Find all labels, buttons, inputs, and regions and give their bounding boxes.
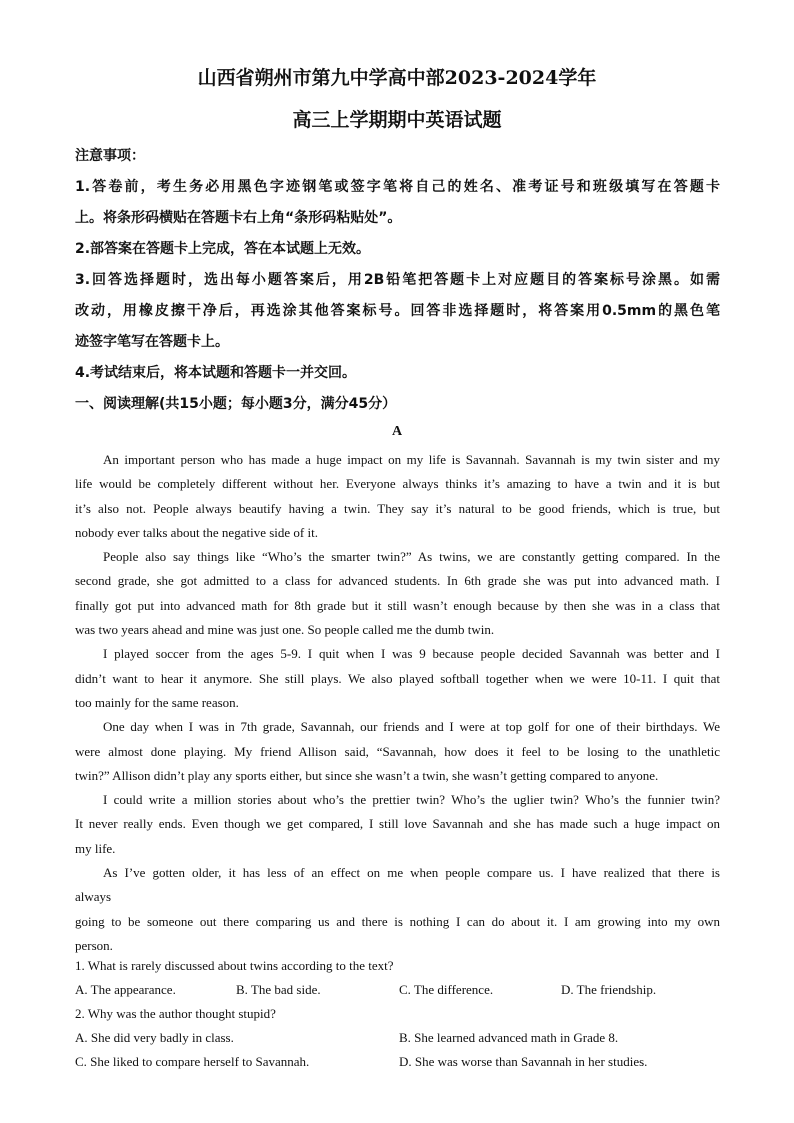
passage-line: It never really ends. Even though we get compared, I still love Savannah and she has made such a huge impact on bbox=[75, 816, 720, 832]
passage-line: always bbox=[75, 889, 112, 905]
passage-line: As I’ve gotten older, it has less of an effect on me when people compare us. I have realized that there is bbox=[103, 865, 720, 881]
passage-line: was two years ahead and mine was just one. So people called me the dumb twin. bbox=[75, 622, 495, 638]
question-2-option-d: D. She was worse than Savannah in her studies. bbox=[399, 1054, 648, 1069]
question-1-option-b: B. The bad side. bbox=[236, 982, 321, 997]
passage-line: second grade, she got admitted to a class for advanced students. In 6th grade she was put into advanced math. I bbox=[75, 573, 720, 589]
note-item-4: 4.考试结束后，将本试题和答题卡一并交回。 bbox=[75, 365, 357, 381]
passage-line: finally got put into advanced math for 8th grade but it still wasn’t enough because by then she was in a class that bbox=[75, 597, 720, 613]
passage-line: it’s also not. People always beautify having a twin. They say it’s natural to be good friends, which is true, but bbox=[75, 500, 720, 516]
question-2-stem: 2. Why was the author thought stupid? bbox=[75, 1006, 276, 1021]
question-2-option-c: C. She liked to compare herself to Savannah. bbox=[75, 1054, 310, 1069]
passage-line: going to be someone out there comparing us and there is nothing I can do about it. I am growing into my own bbox=[75, 913, 720, 929]
note-item-1-line2: 上。将条形码横贴在答题卡右上角“条形码粘贴处”。 bbox=[75, 210, 402, 226]
section-heading: 一、阅读理解(共15小题；每小题3分，满分45分） bbox=[75, 396, 397, 412]
note-item-2: 2.部答案在答题卡上完成，答在本试题上无效。 bbox=[75, 241, 371, 257]
question-1-option-c: C. The difference. bbox=[399, 982, 494, 997]
passage-line: too mainly for the same reason. bbox=[75, 694, 239, 710]
passage-line: twin?” Allison didn’t play any sports either, but since she wasn’t a twin, she wasn’t getting compared to anyone. bbox=[75, 767, 659, 783]
passage-line: were almost done playing. My friend Allison said, “Savannah, how does it feel to be losing to the unathletic bbox=[75, 743, 720, 759]
passage-line: my life. bbox=[75, 840, 116, 856]
passage-line: One day when I was in 7th grade, Savannah, our friends and I were at top golf for one of their birthdays. We bbox=[103, 719, 720, 735]
notes-heading: 注意事项： bbox=[75, 148, 145, 164]
passage-body bbox=[75, 448, 720, 958]
exam-title-line1: 山西省朔州市第九中学高中部2023-2024学年 bbox=[197, 67, 597, 89]
passage-label: A bbox=[391, 424, 403, 439]
question-2-option-b: B. She learned advanced math in Grade 8. bbox=[399, 1030, 619, 1045]
question-1-option-d: D. The friendship. bbox=[561, 982, 657, 997]
passage-line: nobody ever talks about the negative side of it. bbox=[75, 524, 318, 540]
exam-title-line2: 高三上学期期中英语试题 bbox=[292, 109, 502, 131]
note-item-3-line1: 3.回答选择题时，选出每小题答案后，用2B铅笔把答题卡上对应题目的答案标号涂黑。如需 bbox=[75, 272, 720, 288]
question-2-option-a: A. She did very badly in class. bbox=[75, 1030, 234, 1045]
passage-line: I played soccer from the ages 5-9. I quit when I was 9 because people decided Savannah was better and I bbox=[103, 646, 720, 662]
passage-line: People also say things like “Who’s the smarter twin?” As twins, we are constantly getting compared. In the bbox=[103, 549, 720, 565]
passage-line: I could write a million stories about who’s the prettier twin? Who’s the uglier twin? Who’s the funnier twin? bbox=[103, 792, 720, 808]
passage-line: person. bbox=[75, 937, 113, 953]
question-1-option-a: A. The appearance. bbox=[75, 982, 176, 997]
note-item-3-line3: 迹签字笔写在答题卡上。 bbox=[75, 334, 229, 350]
notes-block bbox=[75, 141, 720, 420]
passage-line: An important person who has made a huge impact on my life is Savannah. Savannah is my twin sister and my bbox=[103, 452, 720, 467]
note-item-1-line1: 1.答卷前，考生务必用黑色字迹钢笔或签字笔将自己的姓名、准考证号和班级填写在答题卡 bbox=[75, 179, 720, 195]
note-item-3-line2: 改动，用橡皮擦干净后，再选涂其他答案标号。回答非选择题时，将答案用0.5mm的黑色笔 bbox=[75, 303, 720, 319]
passage-line: life would be completely different without her. Everyone always thinks it’s amazing to have a twin and it is but bbox=[75, 476, 720, 492]
passage-line: didn’t want to hear it anymore. She still plays. We also played softball together when we were 10-11. I quit that bbox=[75, 670, 720, 686]
question-1-stem: 1. What is rarely discussed about twins according to the text? bbox=[75, 958, 394, 973]
